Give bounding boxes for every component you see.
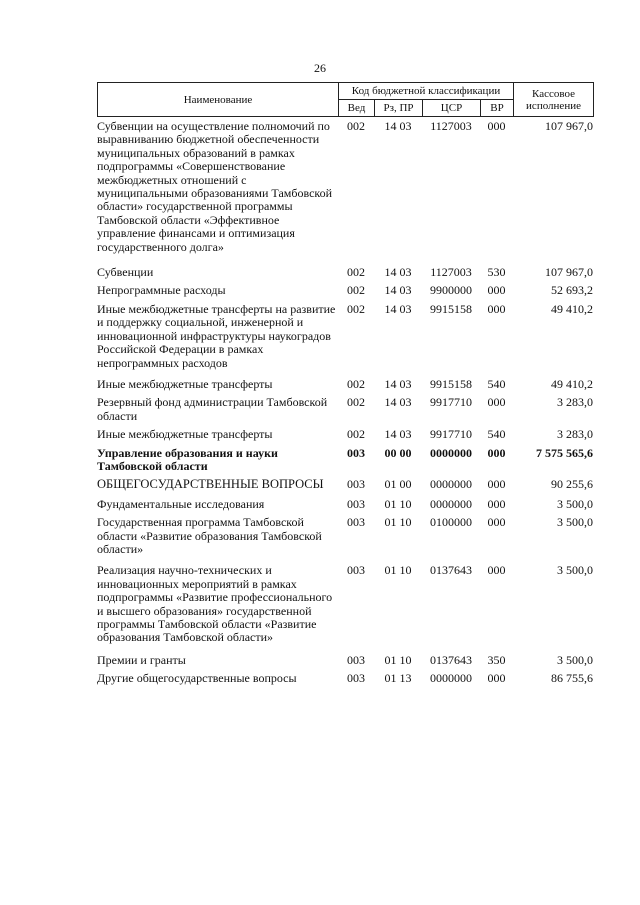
- table-row: [97, 516, 593, 556]
- row-csr: 0137643: [430, 563, 472, 578]
- row-csr: 0000000: [430, 671, 472, 686]
- row-rz-pr: 01 10: [384, 496, 412, 511]
- header-rz-pr: Рз, ПР: [375, 100, 423, 117]
- row-csr: 0000000: [430, 477, 472, 492]
- row-ved: 003: [347, 445, 365, 460]
- table-row: [97, 478, 593, 491]
- row-amount: 3 500,0: [557, 515, 593, 530]
- row-name: Субвенции: [97, 265, 154, 280]
- table-row: [97, 378, 593, 391]
- header-vr: ВР: [481, 100, 514, 117]
- row-amount: 7 575 565,6: [536, 445, 593, 460]
- row-vr: 000: [487, 283, 506, 298]
- row-amount: 3 283,0: [557, 427, 593, 442]
- row-name: Государственная программа Тамбовской области «Развитие образования Тамбовской области»: [97, 515, 322, 556]
- row-ved: 003: [347, 652, 365, 667]
- row-vr: 000: [487, 496, 506, 511]
- row-name: Иные межбюджетные трансферты: [97, 376, 273, 391]
- table-row: [97, 120, 593, 254]
- row-vr: 540: [487, 376, 506, 391]
- row-ved: 002: [347, 395, 365, 410]
- header-csr: ЦСР: [423, 100, 481, 117]
- table-row: [97, 654, 593, 667]
- row-vr: 000: [487, 119, 506, 133]
- row-amount: 107 967,0: [545, 119, 593, 133]
- row-rz-pr: 14 03: [384, 119, 412, 133]
- row-amount: 3 500,0: [557, 563, 593, 578]
- row-name: Резервный фонд администрации Тамбовской области: [97, 395, 328, 423]
- row-amount: 3 500,0: [557, 652, 593, 667]
- table-row: [97, 672, 593, 685]
- row-rz-pr: 01 13: [384, 671, 412, 686]
- row-rz-pr: 14 03: [384, 427, 412, 442]
- row-vr: 540: [487, 427, 506, 442]
- row-vr: 000: [487, 301, 506, 316]
- row-rz-pr: 14 03: [384, 376, 412, 391]
- row-ved: 002: [347, 283, 365, 298]
- table-row: [97, 428, 593, 441]
- row-vr: 000: [487, 671, 506, 686]
- row-csr: 9900000: [430, 283, 472, 298]
- header-budget-code: Код бюджетной классификации: [339, 83, 514, 100]
- row-rz-pr: 01 10: [384, 515, 412, 530]
- header-ved: Вед: [339, 100, 375, 117]
- header-name: Наименование: [98, 83, 339, 117]
- row-amount: 3 283,0: [557, 395, 593, 410]
- row-vr: 000: [487, 445, 506, 460]
- row-vr: 000: [487, 515, 506, 530]
- row-ved: 002: [347, 301, 365, 316]
- row-vr: 000: [487, 563, 506, 578]
- row-rz-pr: 00 00: [384, 445, 412, 460]
- table-row: [97, 564, 593, 644]
- row-name: ОБЩЕГОСУДАРСТВЕННЫЕ ВОПРОСЫ: [97, 477, 324, 492]
- row-ved: 003: [347, 496, 365, 511]
- row-rz-pr: 14 03: [384, 395, 412, 410]
- row-csr: 9915158: [430, 301, 472, 316]
- row-csr: 1127003: [430, 265, 472, 280]
- row-name: Непрограммные расходы: [97, 283, 226, 298]
- row-rz-pr: 14 03: [384, 265, 412, 280]
- row-vr: 000: [487, 395, 506, 410]
- row-ved: 003: [347, 671, 365, 686]
- row-amount: 107 967,0: [545, 265, 593, 280]
- row-name: Управление образования и науки Тамбовской области: [97, 445, 278, 473]
- row-ved: 002: [347, 265, 365, 280]
- row-name: Премии и гранты: [97, 652, 186, 667]
- row-csr: 9915158: [430, 376, 472, 391]
- row-vr: 530: [487, 265, 506, 280]
- row-vr: 000: [487, 477, 506, 492]
- row-rz-pr: 01 10: [384, 652, 412, 667]
- table-row: [97, 396, 593, 423]
- row-csr: 1127003: [430, 119, 472, 133]
- row-csr: 0000000: [430, 445, 472, 460]
- row-ved: 002: [347, 427, 365, 442]
- row-name: Иные межбюджетные трансферты на развитие и поддержку социальной, инженерной и инновационной инфраструктуры наукоградов Российской Федерации в рамках непрограммных расходов: [97, 301, 336, 370]
- row-ved: 002: [347, 376, 365, 391]
- row-csr: 0137643: [430, 652, 472, 667]
- row-csr: 0100000: [430, 515, 472, 530]
- row-csr: 9917710: [430, 395, 472, 410]
- table-row: [97, 266, 593, 279]
- row-name: Реализация научно-технических и инновационных мероприятий в рамках подпрограммы «Развитие профессионального и высшего образования» государственной программы Тамбовской области «Развитие образования Тамбовской области»: [97, 563, 333, 645]
- table-row: [97, 498, 593, 511]
- row-amount: 86 755,6: [551, 671, 593, 686]
- row-ved: 003: [347, 477, 365, 492]
- row-amount: 52 693,2: [551, 283, 593, 298]
- row-amount: 3 500,0: [557, 496, 593, 511]
- row-ved: 003: [347, 515, 365, 530]
- row-csr: 9917710: [430, 427, 472, 442]
- row-vr: 350: [487, 652, 506, 667]
- row-name: Фундаментальные исследования: [97, 496, 265, 511]
- table-row: [97, 303, 593, 370]
- row-ved: 003: [347, 563, 365, 578]
- row-rz-pr: 14 03: [384, 283, 412, 298]
- row-amount: 90 255,6: [551, 477, 593, 492]
- row-name: Иные межбюджетные трансферты: [97, 427, 273, 442]
- table-header: [97, 82, 594, 117]
- row-name: Субвенции на осуществление полномочий по выравниванию бюджетной обеспеченности муниципальных образований в рамках подпрограммы «Совершенствование межбюджетных отношений с муниципальными образованиями Тамбовской области» государственной программы Тамбовской области «Эффективное управление финансами и оптимизация государственного долга»: [97, 119, 333, 254]
- row-csr: 0000000: [430, 496, 472, 511]
- page-number: 26: [314, 61, 326, 75]
- row-rz-pr: 01 00: [384, 477, 412, 492]
- row-rz-pr: 01 10: [384, 563, 412, 578]
- row-amount: 49 410,2: [551, 376, 593, 391]
- table-row-section: [97, 447, 593, 474]
- table-row: [97, 284, 593, 297]
- row-name: Другие общегосударственные вопросы: [97, 671, 297, 686]
- row-amount: 49 410,2: [551, 301, 593, 316]
- row-ved: 002: [347, 119, 365, 133]
- row-rz-pr: 14 03: [384, 301, 412, 316]
- header-amount: Кассовое исполнение: [514, 83, 594, 117]
- budget-table: [97, 120, 593, 686]
